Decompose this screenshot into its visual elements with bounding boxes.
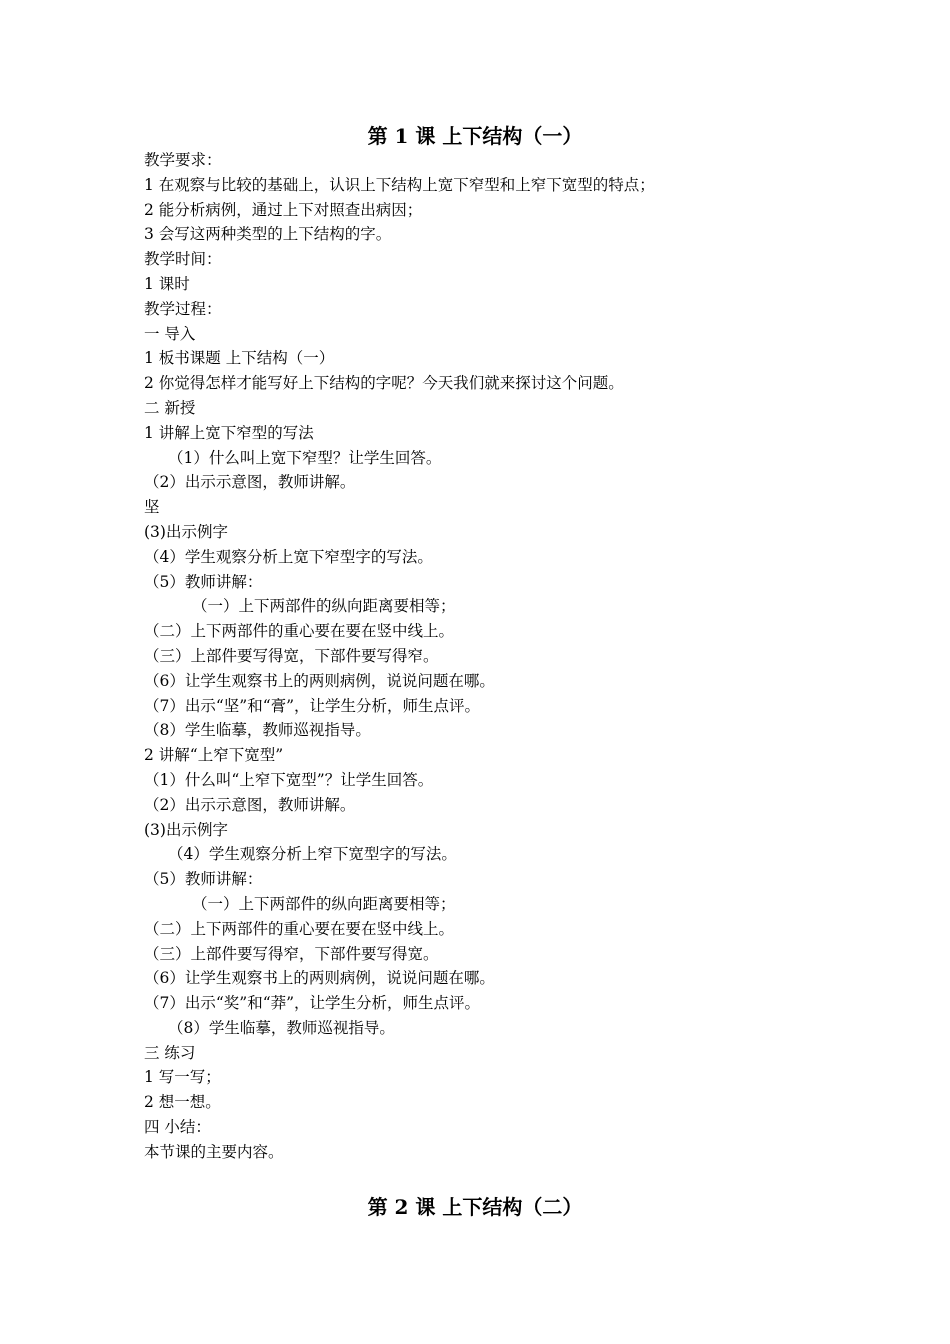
step-heading-practice: 三 练习 [144, 1043, 196, 1062]
step-heading-intro: 一 导入 [144, 324, 196, 343]
process-item: （4）学生观察分析上宽下窄型字的写法。 [144, 547, 433, 566]
explanation-point: （三）上部件要写得窄，下部件要写得宽。 [144, 944, 439, 963]
step-heading-summary: 四 小结： [144, 1118, 211, 1137]
explanation-point: （一）上下两部件的纵向距离要相等； [192, 894, 456, 913]
process-item: （8）学生临摹，教师巡视指导。 [144, 721, 371, 740]
requirement-item: 2 能分析病例，通过上下对照查出病因； [144, 200, 423, 219]
step-heading-new-lesson: 二 新授 [144, 398, 196, 417]
explanation-point: （一）上下两部件的纵向距离要相等； [192, 597, 456, 616]
process-item: （2）出示示意图，教师讲解。 [144, 795, 356, 814]
explanation-point: （二）上下两部件的重心要在要在竖中线上。 [144, 919, 455, 938]
practice-item: 2 想一想。 [144, 1093, 221, 1112]
process-item: （2）出示示意图，教师讲解。 [144, 473, 356, 492]
process-item: （7）出示“坚”和“膏”，让学生分析，师生点评。 [144, 696, 481, 715]
intro-item: 1 板书课题 上下结构（一） [144, 349, 335, 368]
process-item: (3)出示例字 [144, 820, 228, 839]
process-item: （6）让学生观察书上的两则病例，说说问题在哪。 [144, 969, 495, 988]
process-item: （1）什么叫上宽下窄型？让学生回答。 [168, 448, 442, 467]
explanation-point: （二）上下两部件的重心要在要在竖中线上。 [144, 622, 455, 641]
lesson-1-title: 第 1 课 上下结构（一） [367, 124, 583, 148]
process-item: （1）什么叫“上窄下宽型”？让学生回答。 [144, 770, 434, 789]
summary-text: 本节课的主要内容。 [144, 1142, 284, 1161]
process-item: （6）让学生观察书上的两则病例，说说问题在哪。 [144, 671, 495, 690]
section-heading-time: 教学时间： [144, 250, 222, 269]
practice-item: 1 写一写； [144, 1068, 221, 1087]
lesson-1-body [144, 148, 844, 1165]
requirement-item: 1 在观察与比较的基础上，认识上下结构上宽下窄型和上窄下宽型的特点； [144, 175, 655, 194]
process-item: （7）出示“奖”和“莽”，让学生分析，师生点评。 [144, 994, 481, 1013]
process-item: （5）教师讲解： [144, 572, 263, 591]
section-heading-requirements: 教学要求： [144, 151, 222, 169]
process-item: （8）学生临摹，教师巡视指导。 [168, 1018, 395, 1037]
process-item: （5）教师讲解： [144, 870, 263, 889]
subsection-heading: 2 讲解“上窄下宽型” [144, 746, 284, 765]
explanation-point: （三）上部件要写得宽，下部件要写得窄。 [144, 646, 439, 665]
requirement-item: 3 会写这两种类型的上下结构的字。 [144, 225, 392, 244]
process-item: （4）学生观察分析上窄下宽型字的写法。 [168, 845, 457, 864]
section-heading-process: 教学过程： [144, 299, 222, 318]
lesson-2-title: 第 2 课 上下结构（二） [367, 1195, 583, 1219]
example-character: 坚 [144, 498, 160, 517]
subsection-heading: 1 讲解上宽下窄型的写法 [144, 423, 314, 442]
time-value: 1 课时 [144, 274, 190, 293]
process-item: (3)出示例字 [144, 522, 228, 541]
intro-item: 2 你觉得怎样才能写好上下结构的字呢？今天我们就来探讨这个问题。 [144, 374, 624, 393]
